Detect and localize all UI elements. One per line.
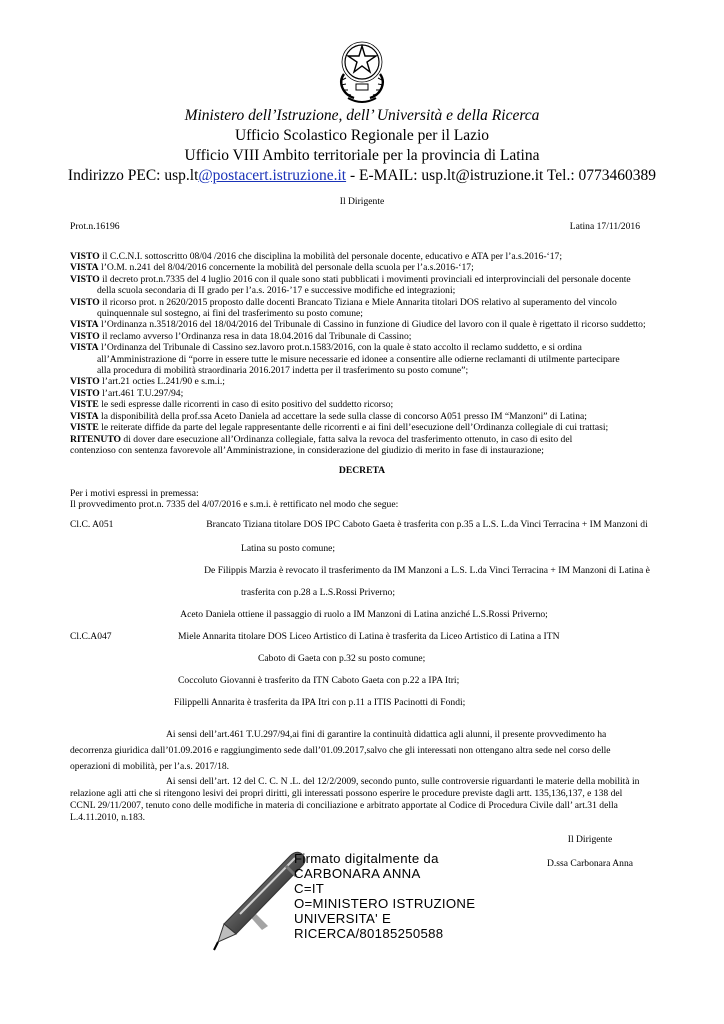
nota-art461: Ai sensi dell’art.461 T.U.297/94,ai fini di garantire la continuità didattica agli alunni, il presente provvedimento ha: [166, 729, 607, 740]
visto-item: VISTO il reclamo avverso l’Ordinanza resa in data 18.04.2016 dal Tribunale di Cassino;: [70, 330, 412, 342]
firma-digitale: [294, 851, 475, 941]
visto-item: VISTE le sedi espresse dalle ricorrenti in caso di esito positivo del suddetto ricorso;: [70, 399, 394, 411]
passaggio-aceto: Aceto Daniela ottiene il passaggio di ruolo a IM Manzoni di Latina anziché L.S.Rossi Priverno;: [180, 609, 548, 620]
nota-art12: relazione agli atti che si ritengono lesivi dei propri diritti, gli interessati possono esperire le procedure previste dagli artt. 135,136,137, e 138 del: [70, 788, 623, 799]
motivi-line: Per i motivi espressi in premessa:: [70, 488, 199, 499]
nota-art12: Ai sensi dell’art. 12 del C. C. N .L. del 12/2/2009, secondo punto, sulle controversie riguardanti le materie della mobilità in: [166, 776, 640, 787]
pec-link[interactable]: @postacert.istruzione.it: [198, 167, 347, 184]
firma-digitale-line: Firmato digitalmente da: [294, 851, 439, 866]
nota-art461: operazioni di mobilità, per l’a.s. 2017/18.: [70, 761, 230, 772]
pec-prefix: Indirizzo PEC: usp.lt: [67, 167, 199, 184]
trasferimento-miele-cont: Caboto di Gaeta con p.32 su posto comune;: [258, 653, 426, 664]
visto-item: contenzioso con sentenza favorevole all’Amministrazione, in considerazione del giudizio di merito in fase di instaurazione;: [70, 444, 544, 456]
trasferimento-defilippis: De Filippis Marzia è revocato il trasferimento da IM Manzoni a L.S. L.da Vinci Terracina + IM Manzoni di Latina è: [204, 565, 650, 576]
decreta-heading: DECRETA: [338, 465, 386, 476]
visto-item: VISTA l’Ordinanza del Tribunale di Cassino sez.lavoro prot.n.1583/2016, con la quale è stato accolto il reclamo suddetto, e si ordina: [70, 342, 582, 354]
nota-art12: L.4.11.2010, n.183.: [70, 812, 146, 823]
visto-item: VISTE le reiterate diffide da parte del legale rappresentante delle ricorrenti e ai fini dell’esecuzione dell’Ordinanza collegiale di cui trattasi;: [70, 422, 609, 434]
visto-item: VISTO il C.C.N.I. sottoscritto 08/04 /2016 che disciplina la mobilità del personale docente, educativo e ATA per l’a.s.2016-‘17;: [70, 251, 562, 262]
classe-concorso-a051: Cl.C. A051: [70, 519, 114, 530]
ministero-title: Ministero dell’Istruzione, dell’ Università e della Ricerca: [184, 107, 540, 124]
firma-digitale-line: O=MINISTERO ISTRUZIONE: [294, 896, 476, 911]
firma-nome: D.ssa Carbonara Anna: [546, 858, 634, 869]
visti-list: [70, 251, 658, 456]
visto-item: VISTO il decreto prot.n.7335 del 4 luglio 2016 con il quale sono stati pubblicati i movimenti provinciali ed interprovinciali del personale docente: [70, 273, 631, 285]
firma-digitale-line: C=IT: [294, 881, 325, 896]
email-tel: - E-MAIL: usp.lt@istruzione.it Tel.: 0773460389: [346, 167, 657, 184]
trasferimento-brancato-cont: Latina su posto comune;: [241, 543, 336, 554]
trasferimento-miele: Miele Annarita titolare DOS Liceo Artistico di Latina è trasferita da Liceo Artistico di Latina a ITN: [178, 631, 560, 642]
nota-art12: CCNL 29/11/2007, tenuto cono delle modifiche in materia di conciliazione e arbitrato apportate al Codice di Procedura Civile dall’ art.31 della: [70, 800, 618, 811]
trasferimento-filippelli: Filippelli Annarita è trasferita da IPA Itri con p.11 a ITIS Pacinotti di Fondi;: [174, 697, 466, 708]
dirigente-heading: Il Dirigente: [339, 196, 385, 207]
visto-continuation: all’Amministrazione di “porre in essere tutte le misure necessarie ed idonee a consentire alle odierne reclamanti di utilmente partecipare alla procedura di mobilità straordinaria 2016.2017 indetta per il trasferimento su posto comune”;: [97, 353, 620, 377]
firma-digitale-line: UNIVERSITA' E: [294, 911, 392, 926]
motivi-line: Il provvedimento prot.n. 7335 del 4/07/2016 e s.m.i. è rettificato nel modo che segue:: [70, 499, 399, 511]
ufficio-territoriale: Ufficio VIII Ambito territoriale per la provincia di Latina: [184, 147, 540, 164]
firma-dirigente: Il Dirigente: [567, 834, 613, 845]
trasferimento-brancato: Brancato Tiziana titolare DOS IPC Caboto Gaeta è trasferita con p.35 a L.S. L.da Vinci Terracina + IM Manzoni di: [206, 519, 648, 530]
visto-item: VISTO l’art.461 T.U.297/94;: [70, 387, 184, 399]
italian-republic-emblem-icon: [334, 40, 390, 104]
visto-item: VISTA la disponibilità della prof.ssa Aceto Daniela ad accettare la sede sulla classe di concorso A051 presso IM “Manzoni” di Latina;: [70, 410, 587, 422]
classe-concorso-a047: Cl.C.A047: [70, 631, 112, 642]
firma-digitale-line: RICERCA/80185250588: [294, 926, 444, 941]
contatti: [60, 166, 664, 186]
protocollo: Prot.n.16196: [70, 221, 120, 232]
motivi: [70, 488, 658, 511]
ufficio-regionale: Ufficio Scolastico Regionale per il Lazio: [234, 127, 490, 144]
trasferimento-defilippis-cont: trasferita con p.28 a L.S.Rossi Priverno;: [241, 587, 396, 598]
visto-item: VISTA l’Ordinanza n.3518/2016 del 18/04/2016 del Tribunale di Cassino in funzione di Giudice del lavoro con il quale è rigettato il ricorso suddetto;: [70, 319, 646, 331]
visto-item: VISTA l’O.M. n.241 del 8/04/2016 concernente la mobilità del personale della scuola per l’a.s.2016-‘17;: [70, 262, 474, 274]
nota-art461: decorrenza giuridica dall’01.09.2016 e raggiungimento sede dall’01.09.2017,salvo che gli interessati non ottengano altra sede nel corso delle: [70, 745, 611, 756]
trasferimento-coccoluto: Coccoluto Giovanni è trasferito da ITN Caboto Gaeta con p.22 a IPA Itri;: [178, 675, 460, 686]
luogo-data: Latina 17/11/2016: [569, 221, 640, 232]
firma-digitale-line: CARBONARA ANNA: [294, 866, 421, 881]
visto-continuation: della scuola secondaria di II grado per l’a.s. 2016-’17 e successive modifiche ed integrazioni;: [97, 285, 456, 297]
visto-item: VISTO l’art.21 octies L.241/90 e s.m.i.;: [70, 376, 225, 388]
visto-item: RITENUTO di dover dare esecuzione all’Ordinanza collegiale, fatta salva la revoca del trasferimento ottenuto, in caso di esito del: [70, 433, 573, 445]
visto-continuation: quinquennale sul sostegno, ai fini del trasferimento su posto comune;: [97, 308, 363, 320]
visto-item: VISTO il ricorso prot. n 2620/2015 proposto dalle docenti Brancato Tiziana e Miele Annarita titolari DOS relativo al superamento del vincolo: [70, 296, 617, 308]
